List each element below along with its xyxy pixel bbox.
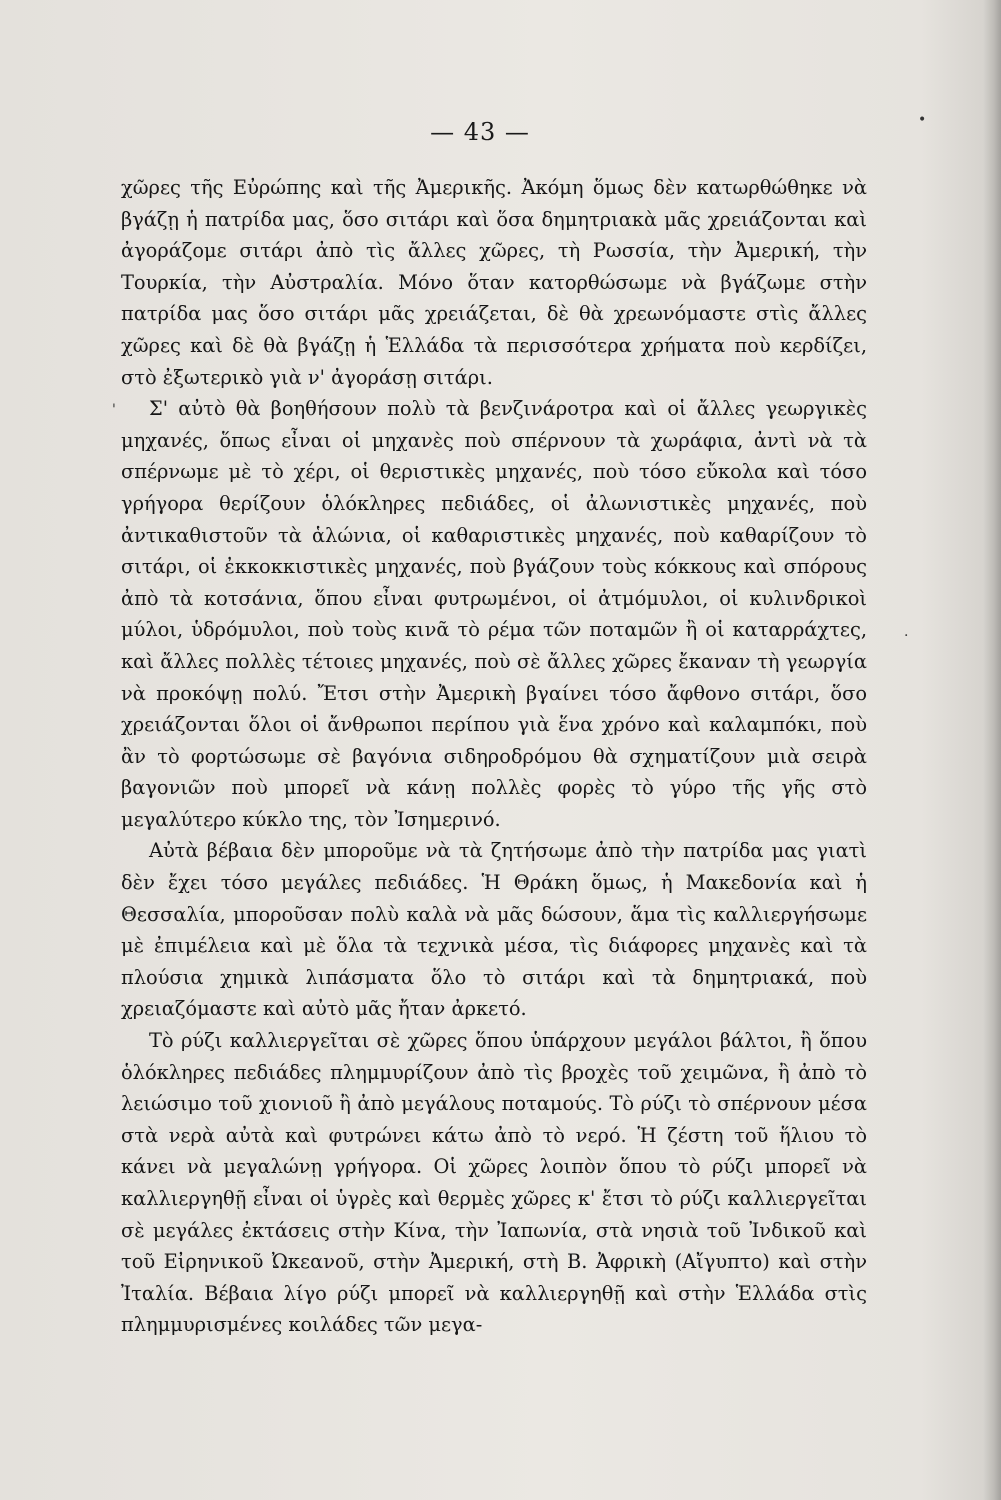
- paragraph-4: Τὸ ρύζι καλλιεργεῖται σὲ χῶρες ὅπου ὑπάρχουν μεγάλοι βάλτοι, ἢ ὅπου ὁλόκληρες πεδιάδες πλημμυρίζουν ἀπὸ τὶς βροχὲς τοῦ χειμῶνα, ἢ ἀπὸ τὸ λειώσιμο τοῦ χιονιοῦ ἢ ἀπὸ μεγάλους ποταμούς. Τὸ ρύζι τὸ σπέρνουν μέσα στὰ νερὰ αὐτὰ καὶ φυτρώνει κάτω ἀπὸ τὸ νερό. Ἡ ζέστη τοῦ ἥλιου τὸ κάνει νὰ μεγαλώνῃ γρήγορα. Οἱ χῶρες λοιπὸν ὅπου τὸ ρύζι μπορεῖ νὰ καλλιεργηθῇ εἶναι οἱ ὑγρὲς καὶ θερμὲς χῶρες κ' ἔτσι τὸ ρύζι καλλιεργεῖται σὲ μεγάλες ἐκτάσεις στὴν Κίνα, τὴν Ἰαπωνία, στὰ νησιὰ τοῦ Ἰνδικοῦ καὶ τοῦ Εἰρηνικοῦ Ὠκεανοῦ, στὴν Ἀμερική, στὴ Β. Ἀφρικὴ (Αἴγυπτο) καὶ στὴν Ἰταλία. Βέβαια λίγο ρύζι μπορεῖ νὰ καλλιεργηθῇ καὶ στὴν Ἑλλάδα στὶς πλημμυρισμένες κοιλάδες τῶν μεγα-: [121, 1029, 867, 1337]
- page-body: [121, 172, 867, 1341]
- page-number: — 43 —: [430, 118, 530, 146]
- paragraph-2: Σ' αὐτὸ θὰ βοηθήσουν πολὺ τὰ βενζινάροτρα καὶ οἱ ἄλλες γεωργικὲς μηχανές, ὅπως εἶναι οἱ μηχανὲς ποὺ σπέρνουν τὰ χωράφια, ἀντὶ νὰ τὰ σπέρνωμε μὲ τὸ χέρι, οἱ θεριστικὲς μηχανές, ποὺ τόσο εὔκολα καὶ τόσο γρήγορα θερίζουν ὁλόκληρες πεδιάδες, οἱ ἀλωνιστικὲς μηχανές, ποὺ ἀντικαθιστοῦν τὰ ἁλώνια, οἱ καθαριστικὲς μηχανές, ποὺ καθαρίζουν τὸ σιτάρι, οἱ ἐκκοκκιστικὲς μηχανές, ποὺ βγάζουν τοὺς κόκκους καὶ σπόρους ἀπὸ τὰ κοτσάνια, ὅπου εἶναι φυτρωμένοι, οἱ ἀτμόμυλοι, οἱ κυλινδρικοὶ μύλοι, ὑδρόμυλοι, ποὺ τοὺς κινᾶ τὸ ρέμα τῶν ποταμῶν ἢ οἱ καταρράχτες, καὶ ἄλλες πολλὲς τέτοιες μηχανές, ποὺ σὲ ἄλλες χῶρες ἔκαναν τὴ γεωργία νὰ προκόψῃ πολύ. Ἔτσι στὴν Ἀμερικὴ βγαίνει τόσο ἄφθονο σιτάρι, ὅσο χρειάζονται ὅλοι οἱ ἄνθρωποι περίπου γιὰ ἕνα χρόνο καὶ καλαμπόκι, ποὺ ἂν τὸ φορτώσωμε σὲ βαγόνια σιδηροδρόμου θὰ σχηματίζουν μιὰ σειρὰ βαγονιῶν ποὺ μπορεῖ νὰ κάνῃ πολλὲς φορὲς τὸ γύρο τῆς γῆς στὸ μεγαλύτερο κύκλο της, τὸν Ἰσημερινό.: [121, 397, 867, 831]
- paragraph-1: χῶρες τῆς Εὐρώπης καὶ τῆς Ἀμερικῆς. Ἀκόμη ὅμως δὲν κατωρθώθηκε νὰ βγάζῃ ἡ πατρίδα μας, ὅσο σιτάρι καὶ ὅσα δημητριακὰ μᾶς χρειάζονται καὶ ἀγοράζομε σιτάρι ἀπὸ τὶς ἄλλες χῶρες, τὴ Ρωσσία, τὴν Ἀμερική, τὴν Τουρκία, τὴν Αὐστραλία. Μόνο ὅταν κατορθώσωμε νὰ βγάζωμε στὴν πατρίδα μας ὅσο σιτάρι μᾶς χρειάζεται, δὲ θὰ χρεωνόμαστε στὶς ἄλλες χῶρες καὶ δὲ θὰ βγάζῃ ἡ Ἑλλάδα τὰ περισσότερα χρήματα ποὺ κερδίζει, στὸ ἐξωτερικὸ γιὰ ν' ἀγοράσῃ σιτάρι.: [121, 176, 867, 389]
- page-edge-shadow: [983, 0, 1001, 1500]
- margin-speck: ': [112, 402, 116, 418]
- paragraph-3: Αὐτὰ βέβαια δὲν μποροῦμε νὰ τὰ ζητήσωμε ἀπὸ τὴν πατρίδα μας γιατὶ δὲν ἔχει τόσο μεγάλες πεδιάδες. Ἡ Θράκη ὅμως, ἡ Μακεδονία καὶ ἡ Θεσσαλία, μποροῦσαν πολὺ καλὰ νὰ μᾶς δώσουν, ἅμα τὶς καλλιεργήσωμε μὲ ἐπιμέλεια καὶ μὲ ὅλα τὰ τεχνικὰ μέσα, τὶς διάφορες μηχανὲς καὶ τὰ πλούσια χημικὰ λιπάσματα ὅλο τὸ σιτάρι καὶ τὰ δημητριακά, ποὺ χρειαζόμαστε καὶ αὐτὸ μᾶς ἤταν ἀρκετό.: [121, 839, 867, 1021]
- margin-speck: •: [918, 112, 927, 128]
- margin-speck: ·: [904, 628, 909, 644]
